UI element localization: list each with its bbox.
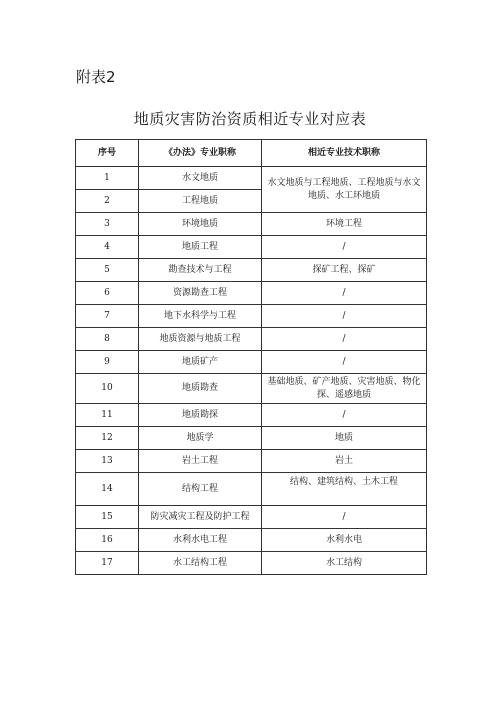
row-number: 13 bbox=[76, 450, 139, 473]
row-title: 地质工程 bbox=[139, 236, 262, 259]
row-title: 水工结构工程 bbox=[139, 552, 262, 575]
table-row bbox=[76, 305, 427, 328]
row-number: 4 bbox=[76, 236, 139, 259]
row-title: 岩土工程 bbox=[139, 450, 262, 473]
row-title: 勘查技术与工程 bbox=[139, 259, 262, 282]
row-related: / bbox=[262, 506, 427, 529]
row-number: 2 bbox=[76, 190, 139, 213]
table-row bbox=[76, 236, 427, 259]
row-related: 水工结构 bbox=[262, 552, 427, 575]
row-title: 地质勘查 bbox=[139, 374, 262, 404]
header-row bbox=[76, 140, 427, 167]
table-row bbox=[76, 450, 427, 473]
row-title: 结构工程 bbox=[139, 473, 262, 506]
row-related: 环境工程 bbox=[262, 213, 427, 236]
row-related: 结构、建筑结构、土木工程 bbox=[262, 473, 427, 506]
header-number: 序号 bbox=[76, 140, 139, 167]
row-title: 地质学 bbox=[139, 427, 262, 450]
row-number: 6 bbox=[76, 282, 139, 305]
row-number: 17 bbox=[76, 552, 139, 575]
row-related: 水文地质与工程地质、工程地质与水文地质、水工环地质 bbox=[262, 167, 427, 213]
row-title: 水利水电工程 bbox=[139, 529, 262, 552]
table-row bbox=[76, 529, 427, 552]
row-number: 9 bbox=[76, 351, 139, 374]
table-row bbox=[76, 167, 427, 190]
row-related: / bbox=[262, 305, 427, 328]
row-related: / bbox=[262, 328, 427, 351]
table-row bbox=[76, 552, 427, 575]
row-number: 7 bbox=[76, 305, 139, 328]
row-number: 11 bbox=[76, 404, 139, 427]
row-title: 地质矿产 bbox=[139, 351, 262, 374]
row-title: 水文地质 bbox=[139, 167, 262, 190]
table-row bbox=[76, 427, 427, 450]
row-title: 地质勘探 bbox=[139, 404, 262, 427]
row-related: / bbox=[262, 351, 427, 374]
row-number: 14 bbox=[76, 473, 139, 506]
row-related: 岩土 bbox=[262, 450, 427, 473]
table-row bbox=[76, 282, 427, 305]
table-row bbox=[76, 351, 427, 374]
annex-label: 附表2 bbox=[76, 68, 116, 86]
row-number: 15 bbox=[76, 506, 139, 529]
header-related: 相近专业技术职称 bbox=[262, 140, 427, 167]
correspondence-table bbox=[75, 139, 427, 575]
row-number: 16 bbox=[76, 529, 139, 552]
row-number: 12 bbox=[76, 427, 139, 450]
row-related: / bbox=[262, 282, 427, 305]
table-row bbox=[76, 213, 427, 236]
row-number: 8 bbox=[76, 328, 139, 351]
row-related: / bbox=[262, 404, 427, 427]
row-number: 10 bbox=[76, 374, 139, 404]
row-title: 防灾减灾工程及防护工程 bbox=[139, 506, 262, 529]
row-related: / bbox=[262, 236, 427, 259]
table-row bbox=[76, 404, 427, 427]
row-title: 地下水科学与工程 bbox=[139, 305, 262, 328]
row-number: 3 bbox=[76, 213, 139, 236]
table-row bbox=[76, 473, 427, 506]
row-title: 地质资源与地质工程 bbox=[139, 328, 262, 351]
row-title: 工程地质 bbox=[139, 190, 262, 213]
row-related: 水利水电 bbox=[262, 529, 427, 552]
row-number: 1 bbox=[76, 167, 139, 190]
table-row bbox=[76, 328, 427, 351]
table-row bbox=[76, 374, 427, 404]
row-title: 环境地质 bbox=[139, 213, 262, 236]
header-title: 《办法》专业职称 bbox=[139, 140, 262, 167]
row-number: 5 bbox=[76, 259, 139, 282]
row-related: 基础地质、矿产地质、灾害地质、物化探、遥感地质 bbox=[262, 374, 427, 404]
table-title: 地质灾害防治资质相近专业对应表 bbox=[133, 110, 367, 128]
row-title: 资源勘查工程 bbox=[139, 282, 262, 305]
table-row bbox=[76, 506, 427, 529]
table-row bbox=[76, 259, 427, 282]
row-related: 地质 bbox=[262, 427, 427, 450]
row-related: 探矿工程、探矿 bbox=[262, 259, 427, 282]
